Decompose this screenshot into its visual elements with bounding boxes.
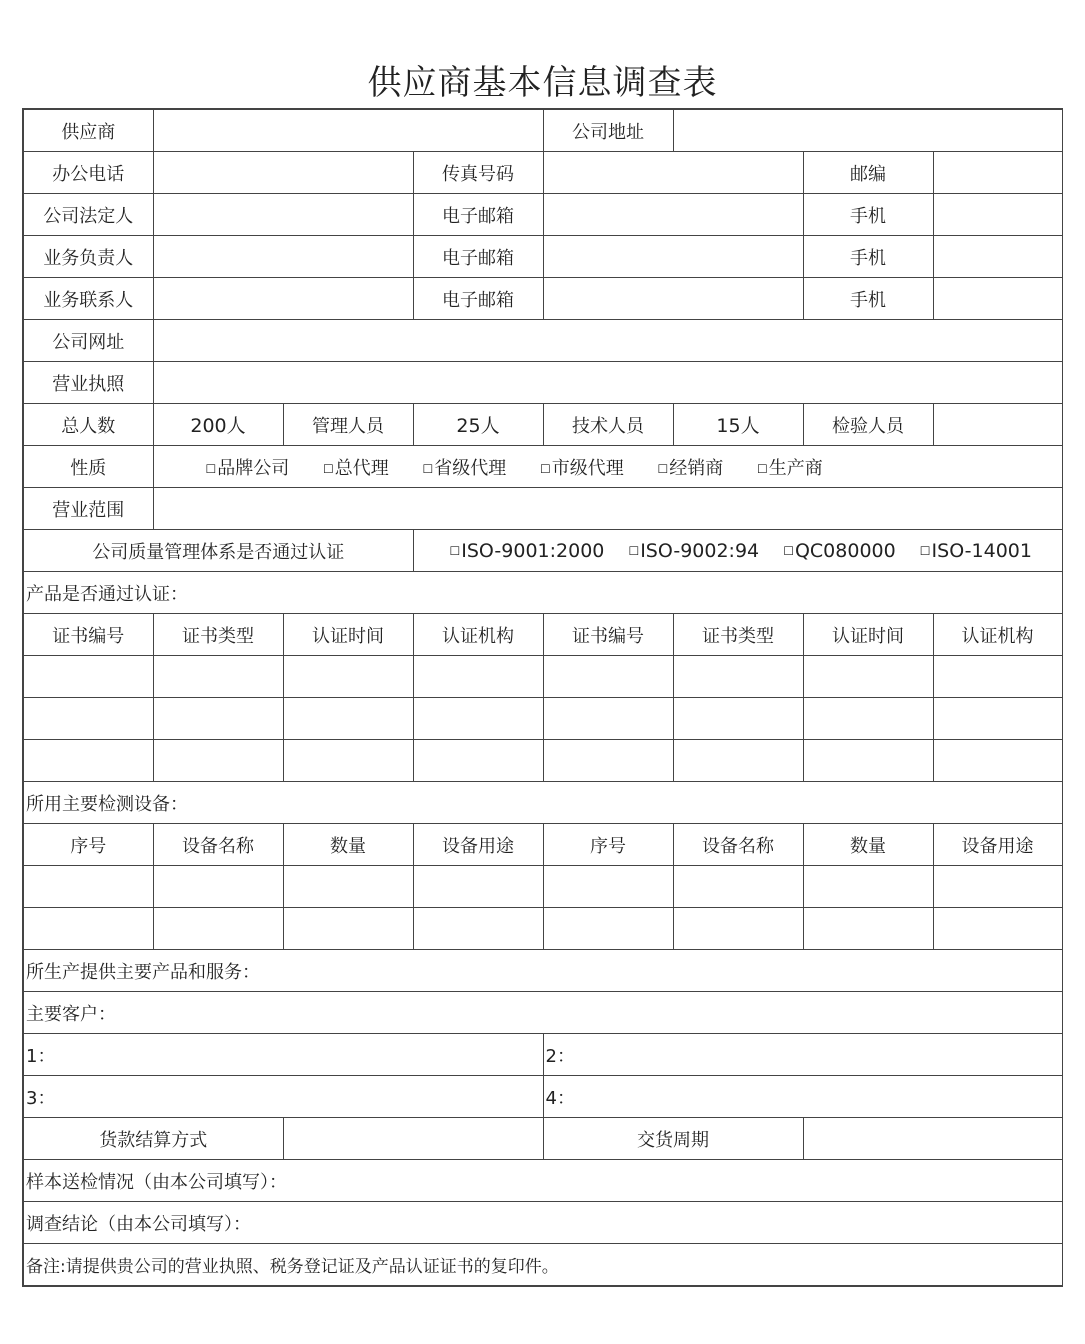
equipment-cell[interactable] <box>933 866 1062 908</box>
checkbox-icon[interactable]: ☐ <box>628 544 640 558</box>
cert-header: 证书编号 <box>543 614 673 656</box>
row-qms-cert <box>23 530 1062 572</box>
cert-cell[interactable] <box>803 740 933 782</box>
checkbox-icon[interactable]: ☐ <box>757 461 768 476</box>
business-head-mobile-field[interactable] <box>933 236 1062 278</box>
equipment-heading: 所用主要检测设备： <box>23 782 1062 824</box>
business-contact-mobile-label: 手机 <box>803 278 933 320</box>
office-phone-field[interactable] <box>153 152 413 194</box>
cert-cell[interactable] <box>543 698 673 740</box>
equipment-cell[interactable] <box>23 866 153 908</box>
legal-rep-email-label: 电子邮箱 <box>413 194 543 236</box>
equipment-cell[interactable] <box>673 908 803 950</box>
technical-label: 技术人员 <box>543 404 673 446</box>
row-customers-3-4 <box>23 1076 1062 1118</box>
cert-header: 证书类型 <box>673 614 803 656</box>
business-head-email-label: 电子邮箱 <box>413 236 543 278</box>
business-contact-mobile-field[interactable] <box>933 278 1062 320</box>
equipment-header: 设备用途 <box>933 824 1062 866</box>
row-website <box>23 320 1062 362</box>
row-office-phone <box>23 152 1062 194</box>
row-legal-rep <box>23 194 1062 236</box>
legal-rep-mobile-field[interactable] <box>933 194 1062 236</box>
checkbox-icon[interactable]: ☐ <box>449 544 461 558</box>
cert-header: 证书类型 <box>153 614 283 656</box>
equipment-header: 数量 <box>803 824 933 866</box>
nature-label: 性质 <box>23 446 153 488</box>
equipment-cell[interactable] <box>153 866 283 908</box>
row-equipment-headers <box>23 824 1062 866</box>
management-value[interactable]: 25人 <box>413 404 543 446</box>
checkbox-icon[interactable]: ☐ <box>783 544 794 558</box>
row-cert-headers <box>23 614 1062 656</box>
legal-rep-email-field[interactable] <box>543 194 803 236</box>
checkbox-icon[interactable]: ☐ <box>323 461 334 476</box>
payment-method-label: 货款结算方式 <box>23 1118 283 1160</box>
row-customers-1-2 <box>23 1034 1062 1076</box>
company-address-field[interactable] <box>673 109 1062 152</box>
inspection-label: 检验人员 <box>803 404 933 446</box>
business-license-field[interactable] <box>153 362 1062 404</box>
total-staff-label: 总人数 <box>23 404 153 446</box>
customer-field-4[interactable]: 4： <box>543 1076 1062 1118</box>
qms-option[interactable]: ☐ISO-9001:2000 <box>449 539 605 562</box>
checkbox-icon[interactable]: ☐ <box>422 461 434 476</box>
equipment-cell[interactable] <box>803 908 933 950</box>
nature-options <box>153 446 1062 488</box>
cert-cell[interactable] <box>283 698 413 740</box>
customer-field-1[interactable]: 1： <box>23 1034 543 1076</box>
inspection-value[interactable] <box>933 404 1062 446</box>
qms-cert-label: 公司质量管理体系是否通过认证 <box>23 530 413 572</box>
row-product-cert-heading <box>23 572 1062 614</box>
management-label: 管理人员 <box>283 404 413 446</box>
business-license-label: 营业执照 <box>23 362 153 404</box>
fax-label: 传真号码 <box>413 152 543 194</box>
equipment-cell[interactable] <box>543 866 673 908</box>
business-scope-field[interactable] <box>153 488 1062 530</box>
main-customers-heading: 主要客户： <box>23 992 1062 1034</box>
equipment-row <box>23 866 1062 908</box>
form-frame <box>22 108 1034 1295</box>
business-head-label: 业务负责人 <box>23 236 153 278</box>
cert-cell[interactable] <box>413 740 543 782</box>
legal-rep-field[interactable] <box>153 194 413 236</box>
cert-cell[interactable] <box>413 698 543 740</box>
row-staff <box>23 404 1062 446</box>
equipment-cell[interactable] <box>413 866 543 908</box>
business-contact-email-field[interactable] <box>543 278 803 320</box>
equipment-header: 设备用途 <box>413 824 543 866</box>
cert-header: 认证机构 <box>933 614 1062 656</box>
cert-header: 证书编号 <box>23 614 153 656</box>
equipment-header: 序号 <box>23 824 153 866</box>
row-payment-delivery <box>23 1118 1062 1160</box>
equipment-cell[interactable] <box>413 908 543 950</box>
cert-cell[interactable] <box>673 656 803 698</box>
sample-inspection-field[interactable]: 样本送检情况（由本公司填写）： <box>23 1160 1062 1202</box>
equipment-cell[interactable] <box>933 908 1062 950</box>
business-head-field[interactable] <box>153 236 413 278</box>
equipment-cell[interactable] <box>23 908 153 950</box>
cert-cell[interactable] <box>413 656 543 698</box>
qms-option[interactable]: ☐ISO-14001 <box>919 539 1032 562</box>
business-contact-field[interactable] <box>153 278 413 320</box>
row-products-services <box>23 950 1062 992</box>
customer-field-3[interactable]: 3： <box>23 1076 543 1118</box>
row-equipment-heading <box>23 782 1062 824</box>
nature-option[interactable]: ☐总代理 <box>323 457 389 479</box>
payment-method-field[interactable] <box>283 1118 543 1160</box>
business-contact-label: 业务联系人 <box>23 278 153 320</box>
row-remark <box>23 1244 1062 1287</box>
business-contact-email-label: 电子邮箱 <box>413 278 543 320</box>
cert-cell[interactable] <box>673 698 803 740</box>
cert-cell[interactable] <box>543 656 673 698</box>
cert-row <box>23 698 1062 740</box>
equipment-cell[interactable] <box>803 866 933 908</box>
form-title: 供应商基本信息调查表 <box>367 63 718 103</box>
cert-cell[interactable] <box>23 740 153 782</box>
cert-cell[interactable] <box>673 740 803 782</box>
products-services-field[interactable]: 所生产提供主要产品和服务： <box>23 950 1062 992</box>
equipment-header: 序号 <box>543 824 673 866</box>
checkbox-icon[interactable]: ☐ <box>540 461 551 476</box>
company-address-label: 公司地址 <box>543 109 673 152</box>
row-conclusion <box>23 1202 1062 1244</box>
cert-header: 认证时间 <box>283 614 413 656</box>
checkbox-icon[interactable]: ☐ <box>205 461 217 476</box>
cert-cell[interactable] <box>153 656 283 698</box>
cert-cell[interactable] <box>283 656 413 698</box>
equipment-header: 设备名称 <box>673 824 803 866</box>
equipment-cell[interactable] <box>283 908 413 950</box>
row-supplier <box>23 109 1062 152</box>
cert-cell[interactable] <box>153 698 283 740</box>
cert-cell[interactable] <box>23 656 153 698</box>
cert-cell[interactable] <box>543 740 673 782</box>
cert-cell[interactable] <box>803 656 933 698</box>
row-sample-inspection <box>23 1160 1062 1202</box>
technical-value[interactable]: 15人 <box>673 404 803 446</box>
nature-option[interactable]: ☐品牌公司 <box>205 457 290 479</box>
nature-option[interactable]: ☐市级代理 <box>540 457 624 479</box>
business-head-email-field[interactable] <box>543 236 803 278</box>
cert-cell[interactable] <box>23 698 153 740</box>
row-main-customers <box>23 992 1062 1034</box>
customer-field-2[interactable]: 2： <box>543 1034 1062 1076</box>
cert-cell[interactable] <box>933 698 1062 740</box>
equipment-header: 设备名称 <box>153 824 283 866</box>
supplier-field[interactable] <box>153 109 543 152</box>
nature-option[interactable]: ☐省级代理 <box>422 457 507 479</box>
supplier-label: 供应商 <box>23 109 153 152</box>
equipment-cell[interactable] <box>283 866 413 908</box>
website-field[interactable] <box>153 320 1062 362</box>
row-business-license <box>23 362 1062 404</box>
delivery-cycle-field[interactable] <box>803 1118 1062 1160</box>
cert-cell[interactable] <box>283 740 413 782</box>
nature-option[interactable]: ☐经销商 <box>657 457 724 479</box>
equipment-cell[interactable] <box>153 908 283 950</box>
equipment-cell[interactable] <box>543 908 673 950</box>
business-head-mobile-label: 手机 <box>803 236 933 278</box>
total-staff-value[interactable]: 200人 <box>153 404 283 446</box>
business-scope-label: 营业范围 <box>23 488 153 530</box>
cert-cell[interactable] <box>933 656 1062 698</box>
row-nature <box>23 446 1062 488</box>
postcode-field[interactable] <box>933 152 1062 194</box>
legal-rep-label: 公司法定人 <box>23 194 153 236</box>
qms-option[interactable]: ☐ISO-9002:94 <box>628 539 760 562</box>
website-label: 公司网址 <box>23 320 153 362</box>
equipment-cell[interactable] <box>673 866 803 908</box>
supplier-survey-table <box>22 108 1063 1287</box>
row-business-scope <box>23 488 1062 530</box>
fax-field[interactable] <box>543 152 803 194</box>
legal-rep-mobile-label: 手机 <box>803 194 933 236</box>
office-phone-label: 办公电话 <box>23 152 153 194</box>
conclusion-field[interactable]: 调查结论（由本公司填写）： <box>23 1202 1062 1244</box>
postcode-label: 邮编 <box>803 152 933 194</box>
cert-header: 认证机构 <box>413 614 543 656</box>
checkbox-icon[interactable]: ☐ <box>657 461 669 476</box>
product-cert-heading: 产品是否通过认证： <box>23 572 1062 614</box>
delivery-cycle-label: 交货周期 <box>543 1118 803 1160</box>
qms-options <box>413 530 1062 572</box>
row-business-contact <box>23 278 1062 320</box>
cert-cell[interactable] <box>803 698 933 740</box>
nature-option[interactable]: ☐生产商 <box>757 457 823 479</box>
cert-row <box>23 740 1062 782</box>
remark-note: 备注:请提供贵公司的营业执照、税务登记证及产品认证证书的复印件。 <box>23 1244 1062 1287</box>
row-business-head <box>23 236 1062 278</box>
cert-header: 认证时间 <box>803 614 933 656</box>
equipment-row <box>23 908 1062 950</box>
checkbox-icon[interactable]: ☐ <box>919 544 931 558</box>
equipment-header: 数量 <box>283 824 413 866</box>
cert-cell[interactable] <box>153 740 283 782</box>
qms-option[interactable]: ☐QC080000 <box>783 539 896 562</box>
cert-cell[interactable] <box>933 740 1062 782</box>
cert-row <box>23 656 1062 698</box>
